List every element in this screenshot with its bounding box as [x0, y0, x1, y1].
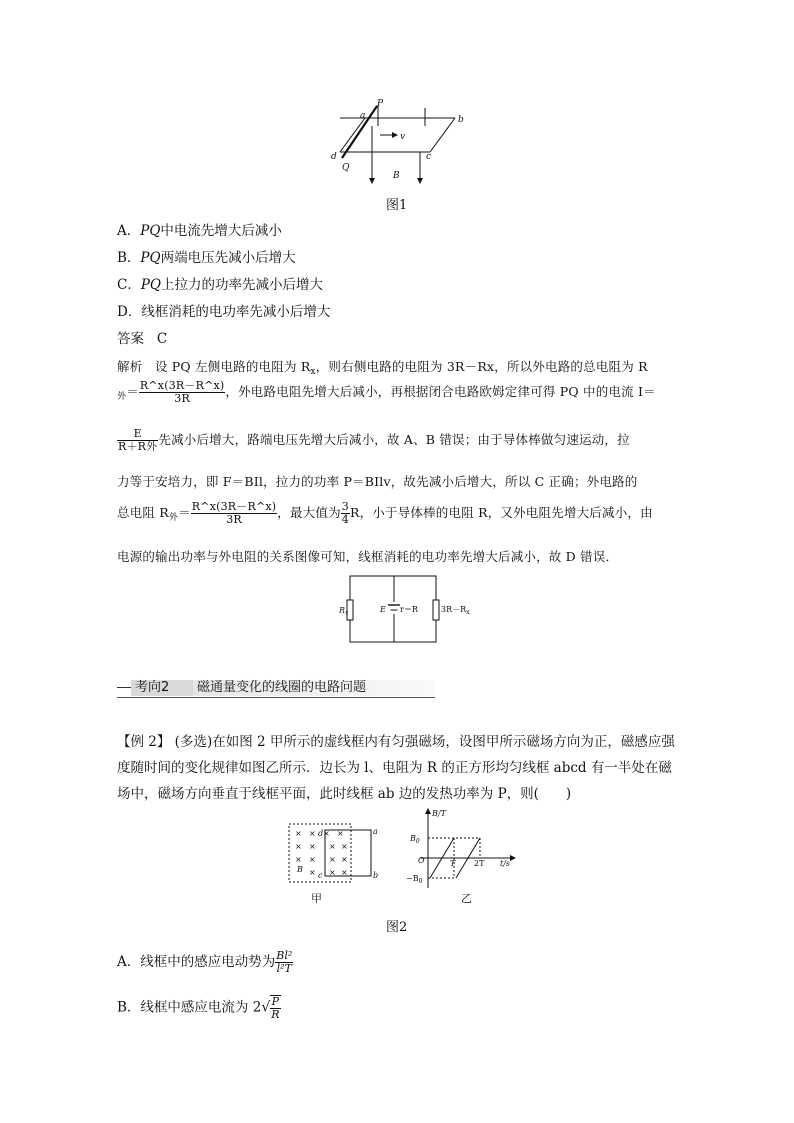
solution-line-1: 解析 设 PQ 左侧电路的电阻为 $R_x$，则右侧电路的电阻为 3R－Rx，所以外电路的总电阻为 R: [117, 359, 648, 377]
svg-text:×: ×: [323, 829, 330, 838]
circuit-diagram: [338, 574, 468, 646]
solution-line-4: 力等于安培力，即 F＝BIl，拉力的功率 P＝BIlv，故先减小后增大，所以 C 正确；外电路的: [117, 474, 638, 489]
svg-text:×: ×: [341, 855, 348, 864]
circuit-r: r＝R: [400, 605, 418, 614]
svg-text:×: ×: [341, 842, 348, 851]
q1-option-c: C．PQ上拉力的功率先减小后增大: [117, 277, 323, 293]
svg-text:O: O: [418, 856, 425, 865]
svg-text:B/T: B/T: [432, 809, 446, 818]
svg-text:c: c: [318, 871, 323, 880]
svg-text:Rx: $R_x$: [339, 606, 349, 617]
fig1-label-Q: Q: [342, 163, 350, 173]
fig1-label-B: B: [393, 171, 400, 181]
section-header: [117, 680, 435, 698]
figure-2-left-caption: 甲: [311, 892, 322, 905]
svg-text:T: T: [450, 859, 456, 868]
circuit-E: E: [380, 605, 386, 614]
figure-2-left: [285, 822, 385, 902]
q1-option-d: D．线框消耗的电功率先减小后增大: [117, 304, 331, 320]
fig1-label-P: P: [377, 99, 384, 109]
svg-text:B0: $B_0$: [410, 834, 420, 845]
svg-text:×: ×: [341, 868, 348, 877]
figure-2-right-caption: 乙: [461, 892, 472, 905]
q1-option-a: A．PQ中电流先增大后减小: [117, 223, 282, 239]
circuit-3r: 3R－R: [441, 605, 467, 614]
solution-line-2: $_外$＝ $\frac{R\^{}x(3R-R\^{}x)}{3R}$ ，外电路电阻先增大后减小，再根据闭合电路欧姆定律可得 PQ 中的电流 I＝: [117, 379, 656, 405]
svg-text:×: ×: [309, 842, 316, 851]
fig1-label-d: d: [331, 152, 337, 162]
fig1-label-a: a: [360, 111, 366, 121]
svg-text:−B0: $-B_0$: [406, 874, 423, 885]
example2-line-1: 【例 2】 (多选)在如图 2 甲所示的虚线框内有匀强磁场，设图甲所示磁场方向为正，磁感应强: [117, 734, 675, 750]
svg-text:×: ×: [329, 868, 336, 877]
svg-text:×: ×: [295, 855, 302, 864]
example2-line-3: 场中，磁场方向垂直于线框平面，此时线框 ab 边的发热功率为 P，则( ): [117, 786, 572, 802]
figure-1-diagram: [320, 96, 480, 188]
q2-option-b: B．线框中感应电流为 2√ $\frac{P}{R}$: [117, 995, 280, 1021]
section-tag: 考向2: [135, 680, 170, 695]
figure-2-graph: [404, 808, 524, 894]
svg-text:d: d: [318, 829, 324, 838]
figure-1-caption: 图1: [386, 198, 408, 213]
svg-text:B: B: [297, 865, 303, 874]
svg-text:b: b: [373, 871, 379, 880]
solution-line-3: $\frac{E}{\text{R＋R外}}$ 先减小后增大，路端电压先增大后减小，故 A、B 错误；由于导体棒做匀速运动，拉: [118, 427, 630, 453]
svg-text:×: ×: [329, 855, 336, 864]
fig1-label-v: v: [400, 132, 406, 142]
fig1-label-b: b: [458, 115, 464, 125]
q1-option-b: B．PQ两端电压先减小后增大: [117, 250, 296, 266]
answer: 答案 C: [117, 331, 168, 347]
section-title: 磁通量变化的线圈的电路问题: [197, 680, 367, 695]
q2-option-a: A．线框中的感应电动势为 $\frac{\text{Bl²}}{\text{l²T}}$: [117, 949, 293, 975]
fig1-label-c: c: [426, 152, 432, 162]
circuit-rx: R: [339, 606, 346, 615]
svg-text:×: ×: [309, 868, 316, 877]
svg-text:2T: 2T: [474, 859, 485, 868]
svg-text:3R－Rx: $3R-R_x$: [441, 605, 470, 616]
example2-line-2: 度随时间的变化规律如图乙所示．边长为 l、电阻为 R 的正方形均匀线框 abcd 有一半处在磁: [117, 760, 672, 776]
svg-text:a: a: [373, 827, 378, 836]
solution-line-5: 总电阻 $R_外=$ $\frac{R\^{}x(3R-R\^{}x)}{3R}$ ，最大值为 $\frac{3}{4}$ R，小于导体棒的电阻 R，又外电阻先增大后减小，由: [117, 500, 653, 526]
svg-text:×: ×: [337, 829, 344, 838]
svg-text:×: ×: [329, 842, 336, 851]
svg-text:×: ×: [309, 829, 316, 838]
svg-text:×: ×: [309, 855, 316, 864]
solution-line-6: 电源的输出功率与外电阻的关系图像可知，线框消耗的电功率先增大后减小，故 D 错误．: [117, 549, 619, 564]
svg-text:t/s: t/s: [500, 859, 511, 868]
figure-2-caption: 图2: [386, 920, 408, 935]
svg-text:×: ×: [295, 842, 302, 851]
svg-text:×: ×: [295, 829, 302, 838]
